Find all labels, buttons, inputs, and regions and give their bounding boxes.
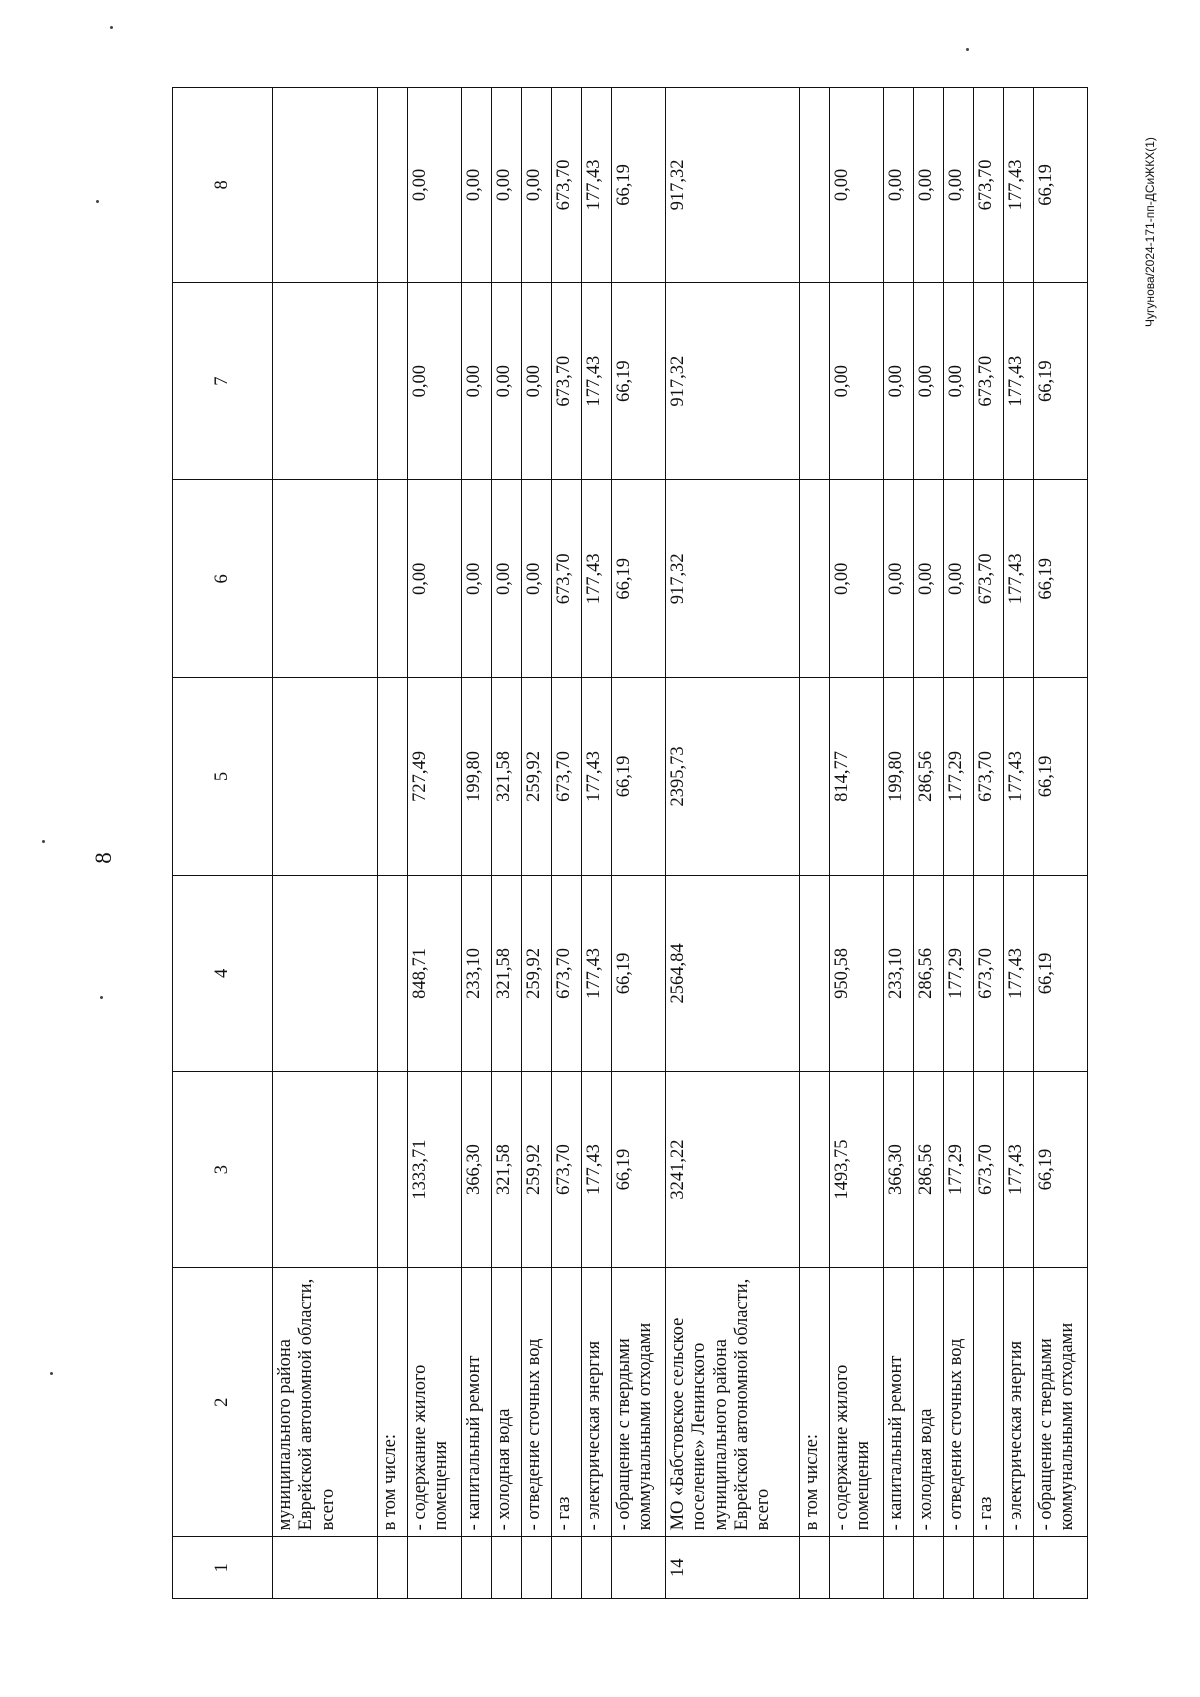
value-cell-col3: [800, 1071, 830, 1267]
value-cell-col3: 1333,71: [408, 1071, 462, 1267]
table-row: [492, 88, 522, 1599]
value-cell-col7: 0,00: [944, 282, 974, 480]
value-cell-col7: 917,32: [666, 282, 800, 480]
value-cell-col5: 673,70: [552, 678, 582, 876]
value-cell-col7: 0,00: [914, 282, 944, 480]
value-cell-col4: 177,43: [582, 875, 612, 1071]
table-row: [1004, 88, 1034, 1599]
row-label-cell: - холодная вода: [914, 1268, 944, 1537]
value-cell-col3: 177,29: [944, 1071, 974, 1267]
value-cell-col5: 727,49: [408, 678, 462, 876]
table-row: [1034, 88, 1088, 1599]
rotated-table-container: [172, 87, 1088, 1599]
value-cell-col3: 66,19: [1034, 1071, 1088, 1267]
value-cell-col5: 177,43: [1004, 678, 1034, 876]
table-row: [800, 88, 830, 1599]
value-cell-col3: 66,19: [612, 1071, 666, 1267]
row-number-cell: [552, 1537, 582, 1599]
value-cell-col8: 673,70: [974, 88, 1004, 283]
row-number-cell: [522, 1537, 552, 1599]
value-cell-col8: 0,00: [884, 88, 914, 283]
value-cell-col5: 66,19: [1034, 678, 1088, 876]
row-label-cell: - электрическая энергия: [582, 1268, 612, 1537]
value-cell-col6: [378, 480, 408, 678]
value-cell-col6: 0,00: [462, 480, 492, 678]
value-cell-col8: 0,00: [492, 88, 522, 283]
value-cell-col6: [273, 480, 378, 678]
table-row: [522, 88, 552, 1599]
table-row: [666, 88, 800, 1599]
header-cell: 5: [173, 678, 273, 876]
value-cell-col5: 814,77: [830, 678, 884, 876]
value-cell-col4: 66,19: [612, 875, 666, 1071]
value-cell-col5: 286,56: [914, 678, 944, 876]
row-number-cell: [914, 1537, 944, 1599]
value-cell-col6: 66,19: [1034, 480, 1088, 678]
value-cell-col5: 259,92: [522, 678, 552, 876]
row-number-cell: [830, 1537, 884, 1599]
table-row: [462, 88, 492, 1599]
value-cell-col4: 177,43: [1004, 875, 1034, 1071]
value-cell-col6: [800, 480, 830, 678]
header-cell: 4: [173, 875, 273, 1071]
value-cell-col5: 673,70: [974, 678, 1004, 876]
value-cell-col8: 917,32: [666, 88, 800, 283]
header-cell: 8: [173, 88, 273, 283]
value-cell-col4: 321,58: [492, 875, 522, 1071]
value-cell-col7: 0,00: [522, 282, 552, 480]
row-label-cell: - отведение сточных вод: [944, 1268, 974, 1537]
scan-speck: [100, 996, 103, 999]
value-cell-col8: 177,43: [582, 88, 612, 283]
row-number-cell: [492, 1537, 522, 1599]
value-cell-col4: [378, 875, 408, 1071]
value-cell-col7: [800, 282, 830, 480]
value-cell-col4: 950,58: [830, 875, 884, 1071]
value-cell-col3: 3241,22: [666, 1071, 800, 1267]
header-cell: 6: [173, 480, 273, 678]
value-cell-col4: 177,29: [944, 875, 974, 1071]
value-cell-col3: [378, 1071, 408, 1267]
value-cell-col8: 66,19: [612, 88, 666, 283]
value-cell-col8: [273, 88, 378, 283]
value-cell-col4: 259,92: [522, 875, 552, 1071]
row-label-cell: - газ: [552, 1268, 582, 1537]
row-number-cell: [612, 1537, 666, 1599]
scan-speck: [96, 200, 99, 203]
table-row: [582, 88, 612, 1599]
value-cell-col3: 673,70: [974, 1071, 1004, 1267]
value-cell-col5: 66,19: [612, 678, 666, 876]
scan-speck: [42, 840, 45, 843]
row-label-cell: - электрическая энергия: [1004, 1268, 1034, 1537]
value-cell-col6: 66,19: [612, 480, 666, 678]
value-cell-col5: 199,80: [462, 678, 492, 876]
row-label-cell: - содержание жилого помещения: [830, 1268, 884, 1537]
value-cell-col6: 0,00: [944, 480, 974, 678]
value-cell-col5: 199,80: [884, 678, 914, 876]
value-cell-col7: [378, 282, 408, 480]
header-cell: 2: [173, 1268, 273, 1537]
value-cell-col4: 286,56: [914, 875, 944, 1071]
value-cell-col4: 673,70: [552, 875, 582, 1071]
value-cell-col8: 177,43: [1004, 88, 1034, 283]
value-cell-col4: 673,70: [974, 875, 1004, 1071]
value-cell-col8: 0,00: [914, 88, 944, 283]
table-row: [974, 88, 1004, 1599]
value-cell-col4: 848,71: [408, 875, 462, 1071]
value-cell-col4: [800, 875, 830, 1071]
table-row: [378, 88, 408, 1599]
value-cell-col7: 177,43: [582, 282, 612, 480]
value-cell-col3: [273, 1071, 378, 1267]
value-cell-col7: 0,00: [884, 282, 914, 480]
value-cell-col3: 259,92: [522, 1071, 552, 1267]
row-number-cell: [273, 1537, 378, 1599]
value-cell-col5: 177,29: [944, 678, 974, 876]
row-number-cell: [462, 1537, 492, 1599]
value-cell-col3: 673,70: [552, 1071, 582, 1267]
table-row: [273, 88, 378, 1599]
scan-speck: [966, 48, 969, 51]
row-number-cell: [1034, 1537, 1088, 1599]
value-cell-col8: [378, 88, 408, 283]
row-label-cell: в том числе:: [378, 1268, 408, 1537]
row-number-cell: [800, 1537, 830, 1599]
value-cell-col3: 366,30: [462, 1071, 492, 1267]
row-label-cell: в том числе:: [800, 1268, 830, 1537]
value-cell-col5: 177,43: [582, 678, 612, 876]
page-number: 8: [91, 852, 116, 864]
row-label-cell: - капитальный ремонт: [884, 1268, 914, 1537]
value-cell-col6: 0,00: [408, 480, 462, 678]
tariff-table: [172, 87, 1088, 1599]
value-cell-col6: 0,00: [522, 480, 552, 678]
value-cell-col4: 233,10: [884, 875, 914, 1071]
value-cell-col7: 66,19: [612, 282, 666, 480]
value-cell-col5: [378, 678, 408, 876]
value-cell-col6: 0,00: [884, 480, 914, 678]
row-number-cell: [974, 1537, 1004, 1599]
row-number-cell: [1004, 1537, 1034, 1599]
header-cell: 1: [173, 1537, 273, 1599]
row-label-cell: - холодная вода: [492, 1268, 522, 1537]
value-cell-col3: 321,58: [492, 1071, 522, 1267]
value-cell-col7: 0,00: [408, 282, 462, 480]
table-row: [884, 88, 914, 1599]
value-cell-col8: 0,00: [462, 88, 492, 283]
scan-speck: [50, 1372, 53, 1375]
value-cell-col3: 177,43: [582, 1071, 612, 1267]
row-label-cell: - капитальный ремонт: [462, 1268, 492, 1537]
table-row: [830, 88, 884, 1599]
row-label-cell: - содержание жилого помещения: [408, 1268, 462, 1537]
value-cell-col6: 673,70: [552, 480, 582, 678]
row-label-cell: МО «Бабстовское сельское поселение» Ленинского муниципального района Еврейской автономной области, всего: [666, 1268, 800, 1537]
value-cell-col7: 673,70: [974, 282, 1004, 480]
row-number-cell: [378, 1537, 408, 1599]
value-cell-col7: [273, 282, 378, 480]
value-cell-col8: [800, 88, 830, 283]
table-row: [944, 88, 974, 1599]
value-cell-col4: 66,19: [1034, 875, 1088, 1071]
row-number-cell: [944, 1537, 974, 1599]
document-code: Чугунова/2024-171-пп-ДСиЖКХ(1): [1143, 137, 1157, 327]
header-cell: 7: [173, 282, 273, 480]
row-number-cell: [582, 1537, 612, 1599]
row-label-cell: - отведение сточных вод: [522, 1268, 552, 1537]
value-cell-col3: 286,56: [914, 1071, 944, 1267]
value-cell-col6: 0,00: [492, 480, 522, 678]
value-cell-col6: 0,00: [914, 480, 944, 678]
table-row: [552, 88, 582, 1599]
row-label-cell: муниципального района Еврейской автономной области, всего: [273, 1268, 378, 1537]
table-row: [914, 88, 944, 1599]
value-cell-col8: 0,00: [944, 88, 974, 283]
value-cell-col8: 0,00: [830, 88, 884, 283]
table-row: [408, 88, 462, 1599]
value-cell-col8: 673,70: [552, 88, 582, 283]
value-cell-col5: [273, 678, 378, 876]
value-cell-col7: 66,19: [1034, 282, 1088, 480]
row-label-cell: - обращение с твердыми коммунальными отходами: [612, 1268, 666, 1537]
row-number-cell: [408, 1537, 462, 1599]
value-cell-col3: 366,30: [884, 1071, 914, 1267]
table-row: [612, 88, 666, 1599]
value-cell-col7: 0,00: [830, 282, 884, 480]
value-cell-col8: 66,19: [1034, 88, 1088, 283]
value-cell-col6: 177,43: [582, 480, 612, 678]
row-label-cell: - обращение с твердыми коммунальными отходами: [1034, 1268, 1088, 1537]
value-cell-col4: 233,10: [462, 875, 492, 1071]
value-cell-col5: 321,58: [492, 678, 522, 876]
value-cell-col7: 0,00: [462, 282, 492, 480]
value-cell-col4: [273, 875, 378, 1071]
value-cell-col6: 917,32: [666, 480, 800, 678]
row-label-cell: - газ: [974, 1268, 1004, 1537]
value-cell-col6: 0,00: [830, 480, 884, 678]
value-cell-col4: 2564,84: [666, 875, 800, 1071]
table-header-row: [173, 88, 273, 1599]
value-cell-col8: 0,00: [408, 88, 462, 283]
value-cell-col8: 0,00: [522, 88, 552, 283]
row-number-cell: [884, 1537, 914, 1599]
value-cell-col5: 2395,73: [666, 678, 800, 876]
value-cell-col7: 0,00: [492, 282, 522, 480]
value-cell-col7: 177,43: [1004, 282, 1034, 480]
value-cell-col3: 1493,75: [830, 1071, 884, 1267]
value-cell-col5: [800, 678, 830, 876]
value-cell-col6: 177,43: [1004, 480, 1034, 678]
header-cell: 3: [173, 1071, 273, 1267]
row-number-cell: 14: [666, 1537, 800, 1599]
value-cell-col7: 673,70: [552, 282, 582, 480]
scan-speck: [110, 26, 113, 29]
value-cell-col3: 177,43: [1004, 1071, 1034, 1267]
value-cell-col6: 673,70: [974, 480, 1004, 678]
